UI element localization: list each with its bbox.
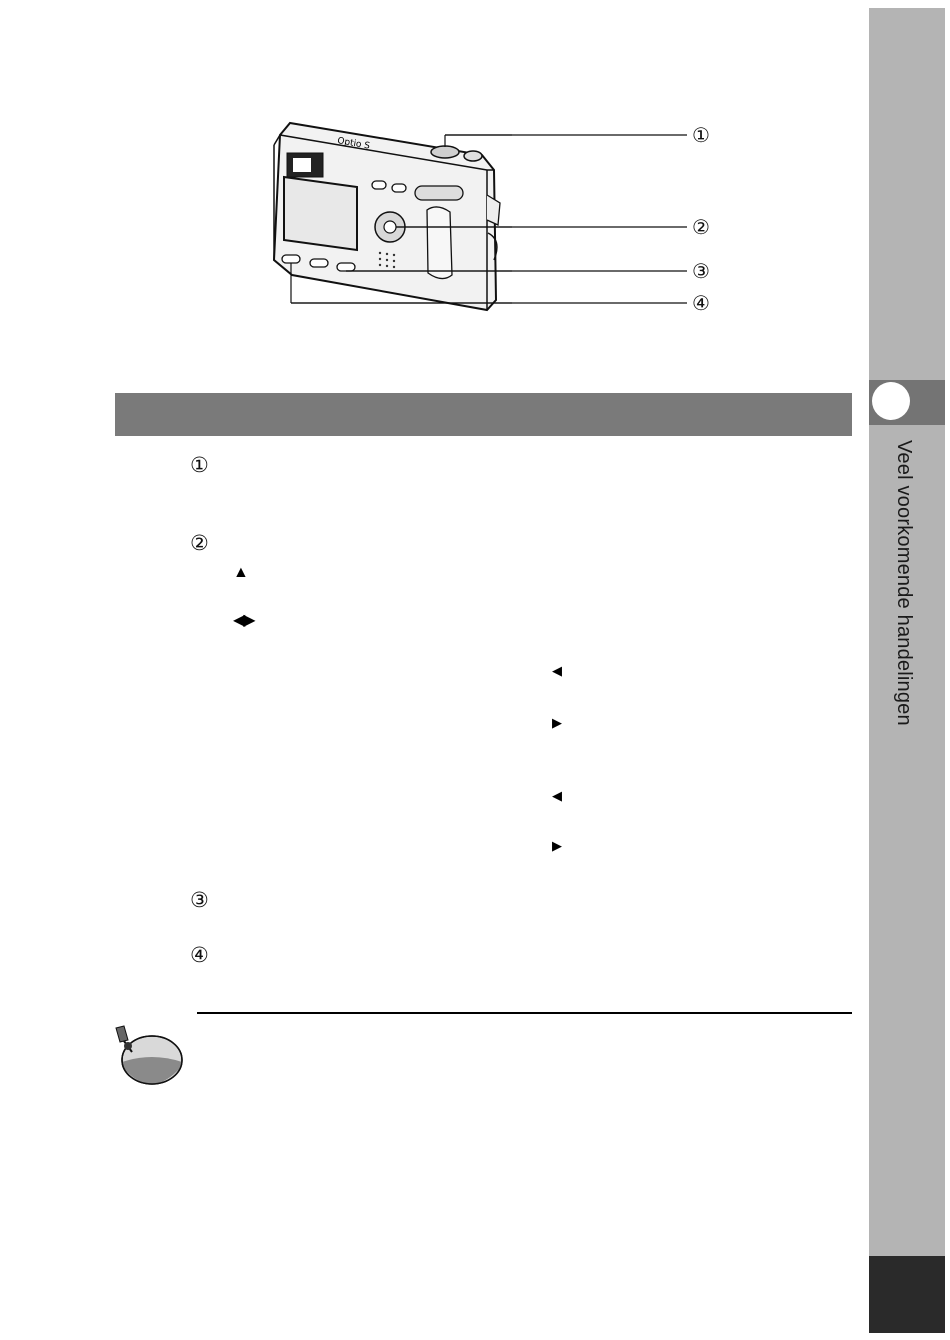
callout-2: ② — [692, 215, 710, 239]
callout-4: ④ — [692, 291, 710, 315]
callout-3: ③ — [692, 259, 710, 283]
right-arrow-icon: ▶ — [552, 838, 562, 853]
item-marker-1: ① — [190, 453, 209, 477]
right-arrow-icon: ▶ — [552, 715, 562, 730]
item-marker-4: ④ — [190, 943, 209, 967]
chapter-number-circle — [872, 382, 910, 420]
left-arrow-icon: ◀ — [552, 788, 562, 803]
up-arrow-icon: ▲ — [233, 564, 249, 581]
left-arrow-icon: ◀ — [552, 663, 562, 678]
camera-brand-text: Optio S — [336, 136, 371, 152]
memo-pin-icon — [106, 1022, 186, 1087]
left-right-arrow-icon: ◀▶ — [233, 612, 254, 629]
callout-leader-lines — [262, 115, 692, 315]
item-marker-3: ③ — [190, 888, 209, 912]
page-corner-block — [869, 1256, 945, 1333]
memo-divider — [197, 1012, 852, 1014]
section-header-bar — [115, 393, 852, 436]
chapter-title: Veel voorkomende handelingen — [893, 440, 915, 726]
callout-1: ① — [692, 123, 710, 147]
item-marker-2: ② — [190, 531, 209, 555]
